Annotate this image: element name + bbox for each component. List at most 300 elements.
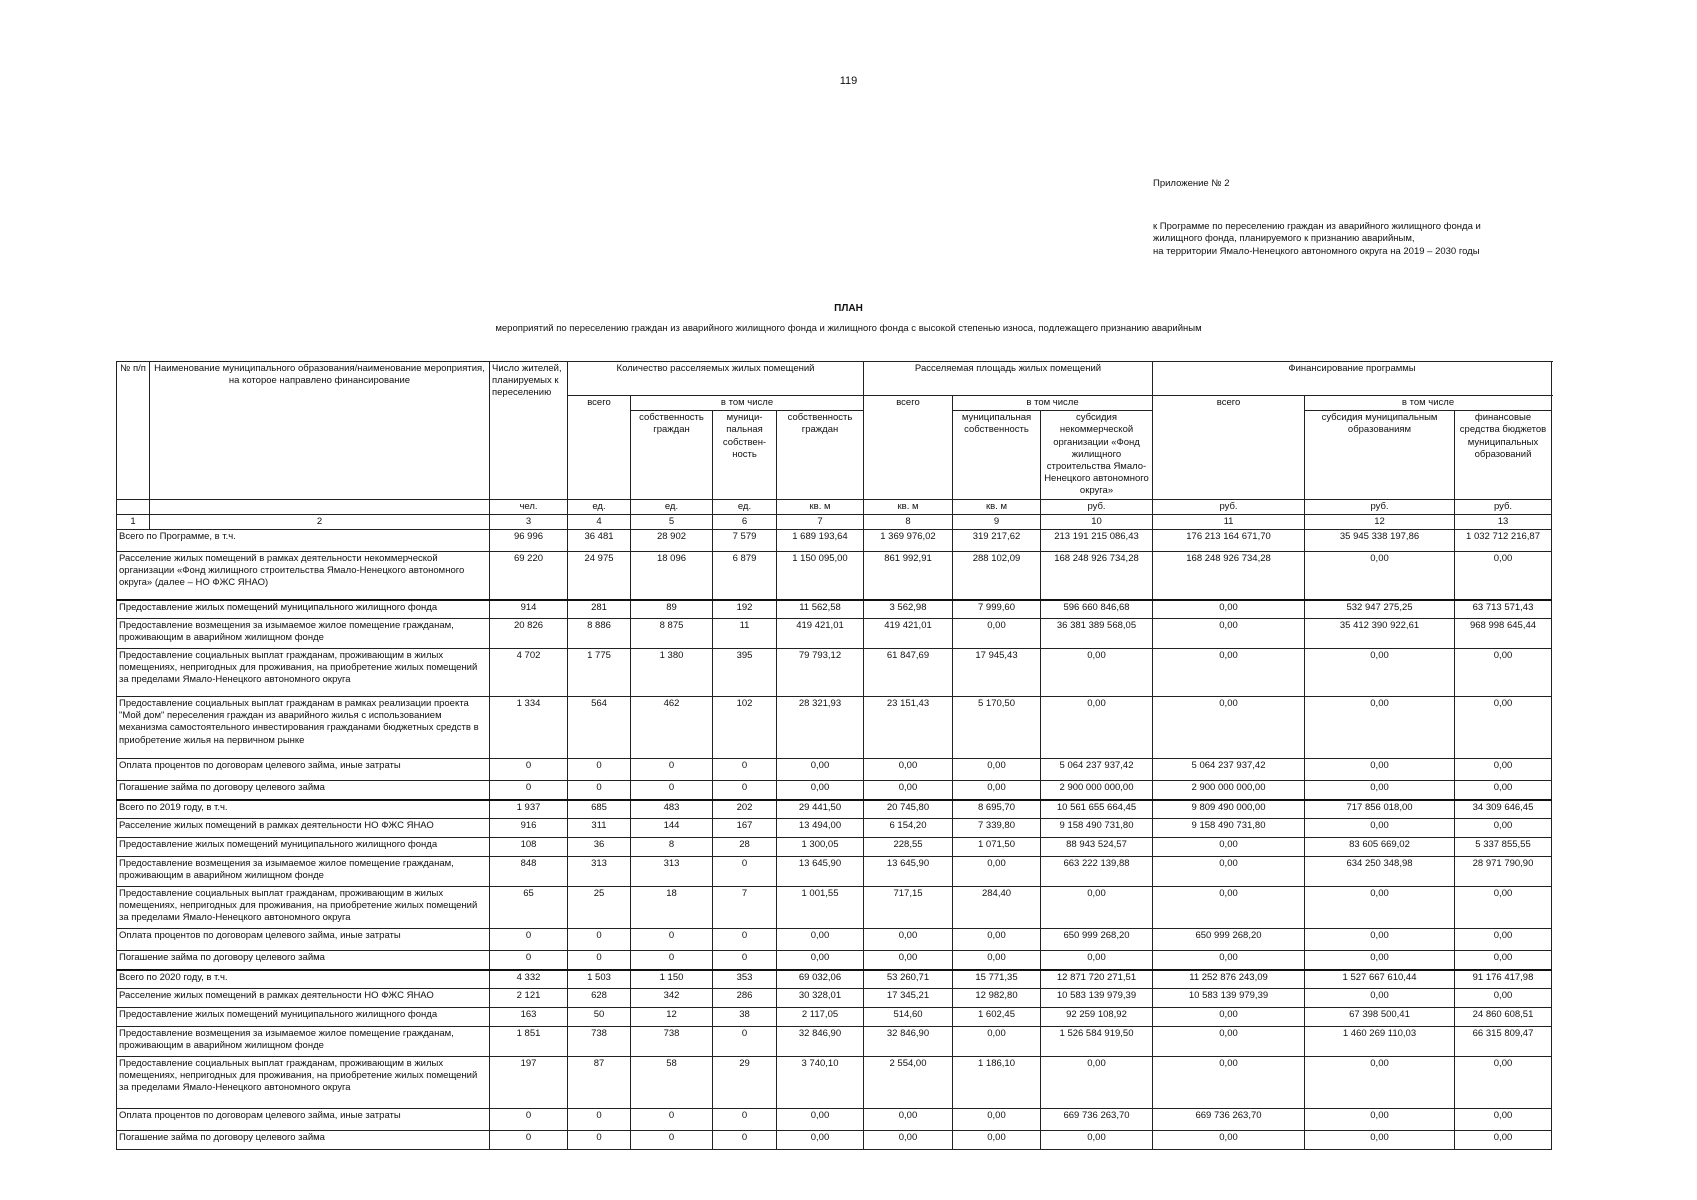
row-value-cell: 0,00 xyxy=(1305,1131,1455,1150)
row-value-cell: 0 xyxy=(713,857,777,887)
row-value-cell: 650 999 268,20 xyxy=(1041,929,1153,951)
table-row xyxy=(117,1027,1552,1057)
header-rooms-including: в том числе xyxy=(631,396,864,411)
row-value-cell: 848 xyxy=(490,857,568,887)
row-value-cell: 1 334 xyxy=(490,697,568,759)
row-name-cell: Расселение жилых помещений в рамках деятельности НО ФЖС ЯНАО xyxy=(117,989,490,1008)
row-value-cell: 6 879 xyxy=(713,552,777,600)
row-value-cell: 29 xyxy=(713,1057,777,1109)
header-finance-total: всего xyxy=(1153,396,1305,500)
row-value-cell: 0,00 xyxy=(777,781,864,800)
row-value-cell: 0,00 xyxy=(1153,838,1305,857)
row-value-cell: 0,00 xyxy=(1455,1131,1552,1150)
col-number: 12 xyxy=(1305,514,1455,529)
row-name-cell: Расселение жилых помещений в рамках деятельности НО ФЖС ЯНАО xyxy=(117,819,490,838)
row-value-cell: 9 158 490 731,80 xyxy=(1041,819,1153,838)
row-value-cell: 69 220 xyxy=(490,552,568,600)
col-number: 2 xyxy=(150,514,490,529)
row-value-cell: 0,00 xyxy=(1153,887,1305,929)
row-value-cell: 564 xyxy=(568,697,631,759)
table-row xyxy=(117,759,1552,781)
row-value-cell: 8 695,70 xyxy=(953,800,1041,819)
row-value-cell: 12 871 720 271,51 xyxy=(1041,970,1153,989)
row-value-cell: 0,00 xyxy=(1455,887,1552,929)
row-value-cell: 66 315 809,47 xyxy=(1455,1027,1552,1057)
appendix-line: жилищного фонда, планируемого к признанию аварийным, xyxy=(1153,233,1415,244)
row-value-cell: 11 xyxy=(713,619,777,649)
row-value-cell: 0 xyxy=(713,1027,777,1057)
header-fin-subsidy-mun: субсидия муниципальным образованиям xyxy=(1305,411,1455,499)
row-value-cell: 738 xyxy=(568,1027,631,1057)
row-value-cell: 0 xyxy=(568,1131,631,1150)
row-value-cell: 0 xyxy=(490,1131,568,1150)
header-residents: Число жителей, планируемых к переселению xyxy=(490,362,568,500)
row-value-cell: 0,00 xyxy=(1153,1131,1305,1150)
row-name-cell: Погашение займа по договору целевого займа xyxy=(117,781,490,800)
table-row xyxy=(117,649,1552,697)
row-value-cell: 0,00 xyxy=(1041,951,1153,970)
header-rooms-total: всего xyxy=(568,396,631,500)
row-value-cell: 0,00 xyxy=(1305,1057,1455,1109)
unit-cell: руб. xyxy=(1305,499,1455,514)
col-number: 10 xyxy=(1041,514,1153,529)
header-area-private: собственность граждан xyxy=(777,411,864,499)
row-value-cell: 284,40 xyxy=(953,887,1041,929)
row-value-cell: 6 154,20 xyxy=(864,819,953,838)
row-value-cell: 650 999 268,20 xyxy=(1153,929,1305,951)
row-value-cell: 1 460 269 110,03 xyxy=(1305,1027,1455,1057)
header-area-total: всего xyxy=(864,396,953,500)
row-value-cell: 0,00 xyxy=(1455,759,1552,781)
row-value-cell: 12 xyxy=(631,1008,713,1027)
row-value-cell: 0,00 xyxy=(953,1027,1041,1057)
unit-cell: чел. xyxy=(490,499,568,514)
row-value-cell: 514,60 xyxy=(864,1008,953,1027)
row-value-cell: 0,00 xyxy=(1305,1109,1455,1131)
row-value-cell: 738 xyxy=(631,1027,713,1057)
plan-table xyxy=(116,361,1552,1150)
row-value-cell: 5 170,50 xyxy=(953,697,1041,759)
row-value-cell: 0,00 xyxy=(1305,989,1455,1008)
row-value-cell: 0,00 xyxy=(777,951,864,970)
table-row xyxy=(117,819,1552,838)
row-value-cell: 0,00 xyxy=(1455,1109,1552,1131)
row-name-cell: Оплата процентов по договорам целевого займа, иные затраты xyxy=(117,759,490,781)
row-value-cell: 0,00 xyxy=(1153,697,1305,759)
row-value-cell: 17 345,21 xyxy=(864,989,953,1008)
row-name-cell: Предоставление жилых помещений муниципального жилищного фонда xyxy=(117,838,490,857)
row-value-cell: 0,00 xyxy=(1305,697,1455,759)
row-value-cell: 163 xyxy=(490,1008,568,1027)
row-value-cell: 0 xyxy=(490,781,568,800)
row-value-cell: 419 421,01 xyxy=(864,619,953,649)
row-value-cell: 0,00 xyxy=(953,929,1041,951)
row-value-cell: 0 xyxy=(631,1109,713,1131)
row-value-cell: 1 526 584 919,50 xyxy=(1041,1027,1153,1057)
row-value-cell: 168 248 926 734,28 xyxy=(1041,552,1153,600)
row-value-cell: 628 xyxy=(568,989,631,1008)
row-value-cell: 0,00 xyxy=(1305,819,1455,838)
row-value-cell: 0,00 xyxy=(953,857,1041,887)
row-value-cell: 313 xyxy=(568,857,631,887)
row-value-cell: 7 xyxy=(713,887,777,929)
row-value-cell: 18 xyxy=(631,887,713,929)
row-value-cell: 685 xyxy=(568,800,631,819)
unit-cell: кв. м xyxy=(864,499,953,514)
header-area-including: в том числе xyxy=(953,396,1153,411)
row-value-cell: 0,00 xyxy=(1305,929,1455,951)
row-value-cell: 2 900 000 000,00 xyxy=(1041,781,1153,800)
row-value-cell: 0 xyxy=(568,951,631,970)
row-value-cell: 32 846,90 xyxy=(864,1027,953,1057)
row-value-cell: 1 150 xyxy=(631,970,713,989)
table-row xyxy=(117,800,1552,819)
row-value-cell: 0,00 xyxy=(864,759,953,781)
row-name-cell: Погашение займа по договору целевого займа xyxy=(117,1131,490,1150)
row-value-cell: 0 xyxy=(713,1109,777,1131)
row-value-cell: 286 xyxy=(713,989,777,1008)
row-value-cell: 0,00 xyxy=(953,1109,1041,1131)
row-value-cell: 13 494,00 xyxy=(777,819,864,838)
table-row xyxy=(117,530,1552,552)
row-value-cell: 1 186,10 xyxy=(953,1057,1041,1109)
row-value-cell: 0,00 xyxy=(1041,1131,1153,1150)
row-value-cell: 5 064 237 937,42 xyxy=(1041,759,1153,781)
row-value-cell: 0,00 xyxy=(1153,951,1305,970)
row-value-cell: 35 945 338 197,86 xyxy=(1305,530,1455,552)
row-value-cell: 2 554,00 xyxy=(864,1057,953,1109)
col-number: 8 xyxy=(864,514,953,529)
table-row xyxy=(117,600,1552,619)
row-value-cell: 28 902 xyxy=(631,530,713,552)
table-row xyxy=(117,887,1552,929)
row-name-cell: Предоставление социальных выплат гражданам, проживающим в жилых помещениях, непригодных для проживания, на приобретение жилых помещений за пределами Ямало-Ненецкого автономного округа xyxy=(117,1057,490,1109)
row-name-cell: Всего по 2020 году, в т.ч. xyxy=(117,970,490,989)
row-value-cell: 0,00 xyxy=(1041,697,1153,759)
row-value-cell: 192 xyxy=(713,600,777,619)
row-value-cell: 0,00 xyxy=(1455,781,1552,800)
row-value-cell: 0 xyxy=(568,1109,631,1131)
row-name-cell: Всего по 2019 году, в т.ч. xyxy=(117,800,490,819)
row-value-cell: 1 380 xyxy=(631,649,713,697)
row-value-cell: 28 xyxy=(713,838,777,857)
row-value-cell: 29 441,50 xyxy=(777,800,864,819)
row-value-cell: 89 xyxy=(631,600,713,619)
row-value-cell: 1 775 xyxy=(568,649,631,697)
row-value-cell: 663 222 139,88 xyxy=(1041,857,1153,887)
header-finance-including: в том числе xyxy=(1305,396,1552,411)
row-value-cell: 0,00 xyxy=(777,929,864,951)
row-value-cell: 0 xyxy=(490,951,568,970)
row-value-cell: 288 102,09 xyxy=(953,552,1041,600)
header-area-municipal: муниципальная собственность xyxy=(953,411,1041,499)
row-value-cell: 168 248 926 734,28 xyxy=(1153,552,1305,600)
row-value-cell: 9 158 490 731,80 xyxy=(1153,819,1305,838)
row-value-cell: 0,00 xyxy=(864,781,953,800)
row-value-cell: 213 191 215 086,43 xyxy=(1041,530,1153,552)
row-value-cell: 353 xyxy=(713,970,777,989)
header-fin-subsidy-fund: субсидия некоммерческой организации «Фонд жилищного строительства Ямало-Ненецкого автономного округа» xyxy=(1041,411,1153,499)
row-value-cell: 24 975 xyxy=(568,552,631,600)
row-value-cell: 0,00 xyxy=(1153,600,1305,619)
row-value-cell: 717 856 018,00 xyxy=(1305,800,1455,819)
row-value-cell: 0,00 xyxy=(1455,989,1552,1008)
table-row xyxy=(117,697,1552,759)
row-value-cell: 395 xyxy=(713,649,777,697)
appendix-line: на территории Ямало-Ненецкого автономного округа на 2019 – 2030 годы xyxy=(1153,245,1480,257)
row-value-cell: 634 250 348,98 xyxy=(1305,857,1455,887)
row-value-cell: 0,00 xyxy=(864,951,953,970)
row-value-cell: 1 300,05 xyxy=(777,838,864,857)
row-value-cell: 1 527 667 610,44 xyxy=(1305,970,1455,989)
row-value-cell: 0,00 xyxy=(1305,951,1455,970)
row-value-cell: 861 992,91 xyxy=(864,552,953,600)
col-number: 13 xyxy=(1455,514,1552,529)
unit-cell: руб. xyxy=(1041,499,1153,514)
table-body xyxy=(117,530,1552,1150)
row-value-cell: 0 xyxy=(713,759,777,781)
table-row xyxy=(117,1057,1552,1109)
row-value-cell: 58 xyxy=(631,1057,713,1109)
row-value-cell: 914 xyxy=(490,600,568,619)
row-value-cell: 319 217,62 xyxy=(953,530,1041,552)
row-value-cell: 532 947 275,25 xyxy=(1305,600,1455,619)
row-value-cell: 1 071,50 xyxy=(953,838,1041,857)
row-value-cell: 1 937 xyxy=(490,800,568,819)
row-value-cell: 1 851 xyxy=(490,1027,568,1057)
table-row xyxy=(117,951,1552,970)
col-number: 3 xyxy=(490,514,568,529)
row-value-cell: 5 064 237 937,42 xyxy=(1153,759,1305,781)
row-value-cell: 596 660 846,68 xyxy=(1041,600,1153,619)
row-name-cell: Погашение займа по договору целевого займа xyxy=(117,951,490,970)
row-value-cell: 5 337 855,55 xyxy=(1455,838,1552,857)
header-fin-local: финансовые средства бюджетов муниципальных образований xyxy=(1455,411,1552,499)
row-value-cell: 1 369 976,02 xyxy=(864,530,953,552)
unit-cell: кв. м xyxy=(953,499,1041,514)
row-value-cell: 0,00 xyxy=(1041,649,1153,697)
row-value-cell: 32 846,90 xyxy=(777,1027,864,1057)
col-number: 6 xyxy=(713,514,777,529)
row-value-cell: 69 032,06 xyxy=(777,970,864,989)
row-value-cell: 144 xyxy=(631,819,713,838)
row-name-cell: Оплата процентов по договорам целевого займа, иные затраты xyxy=(117,1109,490,1131)
row-value-cell: 0 xyxy=(631,929,713,951)
row-value-cell: 0,00 xyxy=(1305,781,1455,800)
row-value-cell: 4 332 xyxy=(490,970,568,989)
row-value-cell: 0,00 xyxy=(777,759,864,781)
row-value-cell: 483 xyxy=(631,800,713,819)
row-name-cell: Оплата процентов по договорам целевого займа, иные затраты xyxy=(117,929,490,951)
row-value-cell: 0,00 xyxy=(1455,649,1552,697)
row-value-cell: 0,00 xyxy=(953,781,1041,800)
row-value-cell: 0 xyxy=(631,951,713,970)
row-value-cell: 313 xyxy=(631,857,713,887)
row-value-cell: 53 260,71 xyxy=(864,970,953,989)
row-value-cell: 13 645,90 xyxy=(777,857,864,887)
row-value-cell: 79 793,12 xyxy=(777,649,864,697)
col-number: 7 xyxy=(777,514,864,529)
unit-cell: кв. м xyxy=(777,499,864,514)
plan-title: ПЛАН xyxy=(834,303,863,314)
row-value-cell: 0 xyxy=(631,781,713,800)
row-value-cell: 4 702 xyxy=(490,649,568,697)
header-rooms-private: собственность граждан xyxy=(631,411,713,499)
row-value-cell: 8 xyxy=(631,838,713,857)
row-value-cell: 3 562,98 xyxy=(864,600,953,619)
row-value-cell: 916 xyxy=(490,819,568,838)
row-value-cell: 7 579 xyxy=(713,530,777,552)
row-value-cell: 1 503 xyxy=(568,970,631,989)
row-value-cell: 0,00 xyxy=(1153,649,1305,697)
row-value-cell: 23 151,43 xyxy=(864,697,953,759)
row-value-cell: 28 321,93 xyxy=(777,697,864,759)
row-value-cell: 0,00 xyxy=(777,1131,864,1150)
row-value-cell: 311 xyxy=(568,819,631,838)
page-number: 119 xyxy=(839,75,858,87)
row-value-cell: 0,00 xyxy=(1153,619,1305,649)
appendix-block xyxy=(1153,178,1481,258)
row-value-cell: 11 252 876 243,09 xyxy=(1153,970,1305,989)
row-value-cell: 0 xyxy=(568,759,631,781)
header-rooms-municipal: муници-пальная собствен-ность xyxy=(713,411,777,499)
row-value-cell: 8 875 xyxy=(631,619,713,649)
table-row xyxy=(117,929,1552,951)
row-value-cell: 108 xyxy=(490,838,568,857)
row-value-cell: 202 xyxy=(713,800,777,819)
row-value-cell: 0,00 xyxy=(953,619,1041,649)
row-value-cell: 0 xyxy=(490,759,568,781)
row-value-cell: 0 xyxy=(490,1109,568,1131)
row-value-cell: 10 583 139 979,39 xyxy=(1041,989,1153,1008)
row-value-cell: 20 826 xyxy=(490,619,568,649)
header-rooms-group: Количество расселяемых жилых помещений xyxy=(568,362,864,396)
row-name-cell: Предоставление возмещения за изымаемое жилое помещение гражданам, проживающим в аварийном жилищном фонде xyxy=(117,1027,490,1057)
table-row xyxy=(117,552,1552,600)
row-value-cell: 1 032 712 216,87 xyxy=(1455,530,1552,552)
row-value-cell: 87 xyxy=(568,1057,631,1109)
row-value-cell: 102 xyxy=(713,697,777,759)
row-value-cell: 91 176 417,98 xyxy=(1455,970,1552,989)
row-value-cell: 12 982,80 xyxy=(953,989,1041,1008)
row-name-cell: Предоставление социальных выплат гражданам, проживающим в жилых помещениях, непригодных для проживания, на приобретение жилых помещений за пределами Ямало-Ненецкого автономного округа xyxy=(117,649,490,697)
row-value-cell: 35 412 390 922,61 xyxy=(1305,619,1455,649)
row-value-cell: 25 xyxy=(568,887,631,929)
row-value-cell: 24 860 608,51 xyxy=(1455,1008,1552,1027)
header-area-group: Расселяемая площадь жилых помещений xyxy=(864,362,1153,396)
column-numbers-row xyxy=(117,514,1552,529)
row-value-cell: 0 xyxy=(568,781,631,800)
row-value-cell: 10 561 655 664,45 xyxy=(1041,800,1153,819)
row-value-cell: 0,00 xyxy=(1455,552,1552,600)
header-name: Наименование муниципального образования/наименование мероприятия, на которое направлено финансирование xyxy=(150,362,490,500)
row-value-cell: 2 121 xyxy=(490,989,568,1008)
row-value-cell: 228,55 xyxy=(864,838,953,857)
row-value-cell: 0,00 xyxy=(1305,649,1455,697)
row-value-cell: 28 971 790,90 xyxy=(1455,857,1552,887)
row-value-cell: 0,00 xyxy=(1305,887,1455,929)
row-value-cell: 7 339,80 xyxy=(953,819,1041,838)
row-value-cell: 9 809 490 000,00 xyxy=(1153,800,1305,819)
row-value-cell: 7 999,60 xyxy=(953,600,1041,619)
row-value-cell: 92 259 108,92 xyxy=(1041,1008,1153,1027)
table-row xyxy=(117,1131,1552,1150)
row-value-cell: 0 xyxy=(631,759,713,781)
row-name-cell: Предоставление жилых помещений муниципального жилищного фонда xyxy=(117,600,490,619)
row-value-cell: 0,00 xyxy=(1153,1057,1305,1109)
row-value-cell: 38 xyxy=(713,1008,777,1027)
row-value-cell: 0,00 xyxy=(953,759,1041,781)
table-header xyxy=(117,362,1552,530)
table-row xyxy=(117,781,1552,800)
plan-subtitle: мероприятий по переселению граждан из аварийного жилищного фонда и жилищного фонда с высокой степенью износа, подлежащего признанию аварийным xyxy=(495,323,1202,334)
row-value-cell: 0,00 xyxy=(1153,857,1305,887)
row-value-cell: 176 213 164 671,70 xyxy=(1153,530,1305,552)
row-value-cell: 13 645,90 xyxy=(864,857,953,887)
row-value-cell: 0,00 xyxy=(1455,819,1552,838)
row-value-cell: 1 150 095,00 xyxy=(777,552,864,600)
row-value-cell: 0 xyxy=(490,929,568,951)
row-value-cell: 36 381 389 568,05 xyxy=(1041,619,1153,649)
row-name-cell: Предоставление жилых помещений муниципального жилищного фонда xyxy=(117,1008,490,1027)
row-value-cell: 0,00 xyxy=(1305,759,1455,781)
row-value-cell: 1 602,45 xyxy=(953,1008,1041,1027)
row-value-cell: 0,00 xyxy=(1455,1057,1552,1109)
row-name-cell: Расселение жилых помещений в рамках деятельности некоммерческой организации «Фонд жилищного строительства Ямало-Ненецкого автономного округа» (далее – НО ФЖС ЯНАО) xyxy=(117,552,490,600)
row-value-cell: 18 096 xyxy=(631,552,713,600)
row-value-cell: 0,00 xyxy=(1455,697,1552,759)
row-value-cell: 0 xyxy=(713,781,777,800)
row-value-cell: 83 605 669,02 xyxy=(1305,838,1455,857)
row-value-cell: 197 xyxy=(490,1057,568,1109)
table-row xyxy=(117,989,1552,1008)
row-value-cell: 0,00 xyxy=(953,951,1041,970)
row-value-cell: 0 xyxy=(713,929,777,951)
col-number: 4 xyxy=(568,514,631,529)
row-value-cell: 462 xyxy=(631,697,713,759)
row-value-cell: 1 001,55 xyxy=(777,887,864,929)
row-value-cell: 36 xyxy=(568,838,631,857)
row-value-cell: 0,00 xyxy=(864,1131,953,1150)
table-row xyxy=(117,838,1552,857)
appendix-title: Приложение № 2 xyxy=(1153,178,1230,189)
row-value-cell: 88 943 524,57 xyxy=(1041,838,1153,857)
row-value-cell: 63 713 571,43 xyxy=(1455,600,1552,619)
row-value-cell: 0,00 xyxy=(777,1109,864,1131)
row-value-cell: 0,00 xyxy=(1455,929,1552,951)
row-name-cell: Всего по Программе, в т.ч. xyxy=(117,530,490,552)
row-value-cell: 8 886 xyxy=(568,619,631,649)
row-value-cell: 0,00 xyxy=(864,1109,953,1131)
row-value-cell: 0,00 xyxy=(1041,887,1153,929)
row-value-cell: 0,00 xyxy=(864,929,953,951)
row-value-cell: 0 xyxy=(568,929,631,951)
row-value-cell: 10 583 139 979,39 xyxy=(1153,989,1305,1008)
row-value-cell: 0 xyxy=(713,1131,777,1150)
row-value-cell: 36 481 xyxy=(568,530,631,552)
col-number: 9 xyxy=(953,514,1041,529)
unit-cell: ед. xyxy=(631,499,713,514)
row-value-cell: 1 689 193,64 xyxy=(777,530,864,552)
col-number: 5 xyxy=(631,514,713,529)
col-number: 1 xyxy=(117,514,150,529)
row-value-cell: 0,00 xyxy=(953,1131,1041,1150)
row-value-cell: 0,00 xyxy=(1041,1057,1153,1109)
row-value-cell: 0,00 xyxy=(1455,951,1552,970)
header-num: № п/п xyxy=(117,362,150,500)
row-value-cell: 34 309 646,45 xyxy=(1455,800,1552,819)
table-row xyxy=(117,1008,1552,1027)
